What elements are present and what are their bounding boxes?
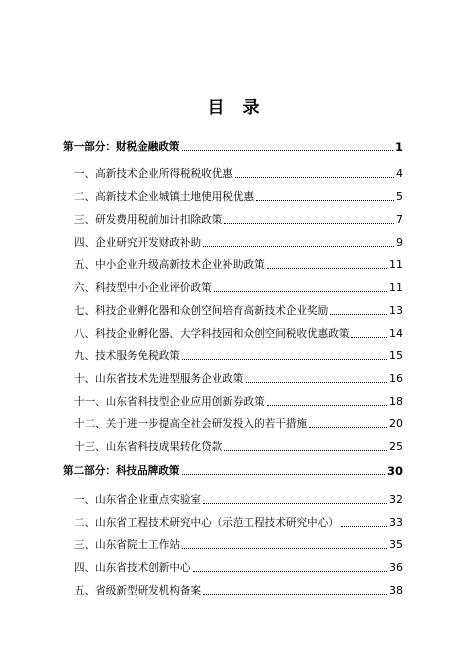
- toc-part-entry[interactable]: [63, 140, 403, 154]
- toc-entry-label: 十一、山东省科技型企业应用创新券政策: [74, 396, 265, 408]
- dot-leader: [203, 245, 394, 247]
- dot-leader: [193, 570, 387, 572]
- dot-leader: [182, 473, 385, 475]
- dot-leader: [224, 449, 387, 451]
- dot-leader: [214, 290, 387, 292]
- toc-entry[interactable]: [74, 236, 403, 250]
- dot-leader: [256, 199, 394, 201]
- toc-page-number: 32: [389, 493, 403, 506]
- toc-page-number: 5: [396, 190, 403, 203]
- dot-leader: [182, 358, 387, 360]
- toc-entry-label: 五、省级新型研发机构备案: [74, 585, 202, 597]
- toc-entry[interactable]: [74, 516, 403, 530]
- toc-entry-label: 五、中小企业升级高新技术企业补助政策: [74, 259, 265, 271]
- toc-entry[interactable]: [74, 258, 403, 272]
- toc-entry[interactable]: [74, 493, 403, 507]
- toc-entry[interactable]: [74, 584, 403, 598]
- dot-leader: [203, 593, 387, 595]
- toc-part-entry[interactable]: [63, 464, 403, 478]
- toc-title: 目录: [207, 98, 278, 118]
- dot-leader: [341, 525, 387, 527]
- toc-entry[interactable]: [74, 190, 403, 204]
- toc-page-number: 7: [396, 213, 403, 226]
- toc-entry[interactable]: [74, 417, 403, 431]
- toc-entry[interactable]: [74, 304, 403, 318]
- toc-page-number: 9: [396, 236, 403, 249]
- toc-entry-label: 第一部分：财税金融政策: [63, 141, 180, 153]
- dot-leader: [203, 502, 387, 504]
- toc-page-number: 14: [389, 327, 403, 340]
- toc-entry-label: 十三、山东省科技成果转化贷款: [74, 441, 223, 453]
- toc-page-number: 4: [396, 167, 403, 180]
- toc-entry-label: 九、技术服务免税政策: [74, 350, 180, 362]
- dot-leader: [182, 149, 393, 151]
- dot-leader: [224, 222, 394, 224]
- toc-entry-label: 四、企业研究开发财政补助: [74, 237, 202, 249]
- toc-page-number: 16: [389, 372, 403, 385]
- dot-leader: [182, 547, 387, 549]
- toc-entry-label: 一、山东省企业重点实验室: [74, 494, 202, 506]
- toc-page-number: 30: [386, 464, 403, 478]
- toc-entry[interactable]: [74, 213, 403, 227]
- dot-leader: [235, 176, 394, 178]
- toc-page-number: 11: [389, 258, 403, 271]
- toc-entry[interactable]: [74, 167, 403, 181]
- toc-page-number: 25: [389, 440, 403, 453]
- toc-entry-label: 二、山东省工程技术研究中心（示范工程技术研究中心）: [74, 517, 339, 529]
- toc-entry-label: 四、山东省技术创新中心: [74, 562, 191, 574]
- dot-leader: [267, 404, 387, 406]
- toc-entry-label: 十二、关于进一步提高全社会研发投入的若干措施: [74, 418, 308, 430]
- toc-entry[interactable]: [74, 395, 403, 409]
- toc-entry-label: 三、山东省院士工作站: [74, 539, 180, 551]
- toc-entry[interactable]: [74, 281, 403, 295]
- toc-entry-label: 三、研发费用税前加计扣除政策: [74, 214, 223, 226]
- toc-entry-label: 二、高新技术企业城镇土地使用税优惠: [74, 191, 255, 203]
- toc-entry-label: 八、科技企业孵化器、大学科技园和众创空间税收优惠政策: [74, 328, 350, 340]
- dot-leader: [309, 426, 387, 428]
- toc-entry-label: 一、高新技术企业所得税税收优惠: [74, 168, 233, 180]
- toc-page-number: 15: [389, 349, 403, 362]
- toc-page-number: 18: [389, 395, 403, 408]
- dot-leader: [246, 381, 388, 383]
- toc-entry-label: 十、山东省技术先进型服务企业政策: [74, 373, 244, 385]
- toc-entry[interactable]: [74, 372, 403, 386]
- toc-page-number: 33: [389, 516, 403, 529]
- toc-page-number: 20: [389, 417, 403, 430]
- toc-entry-label: 七、科技企业孵化器和众创空间培育高新技术企业奖励: [74, 305, 329, 317]
- toc-entry-label: 六、科技型中小企业评价政策: [74, 282, 212, 294]
- toc-entry[interactable]: [74, 349, 403, 363]
- dot-leader: [351, 336, 387, 338]
- toc-page-number: 13: [389, 304, 403, 317]
- toc-entry[interactable]: [74, 538, 403, 552]
- toc-page-number: 36: [389, 561, 403, 574]
- dot-leader: [330, 313, 387, 315]
- dot-leader: [267, 267, 387, 269]
- toc-page-number: 1: [394, 140, 403, 154]
- toc-page-number: 38: [389, 584, 403, 597]
- toc-entry-label: 第二部分：科技品牌政策: [63, 465, 180, 477]
- toc-entry[interactable]: [74, 327, 403, 341]
- toc-entry[interactable]: [74, 440, 403, 454]
- toc-entry[interactable]: [74, 561, 403, 575]
- toc-page-number: 35: [389, 538, 403, 551]
- toc-page-number: 11: [389, 281, 403, 294]
